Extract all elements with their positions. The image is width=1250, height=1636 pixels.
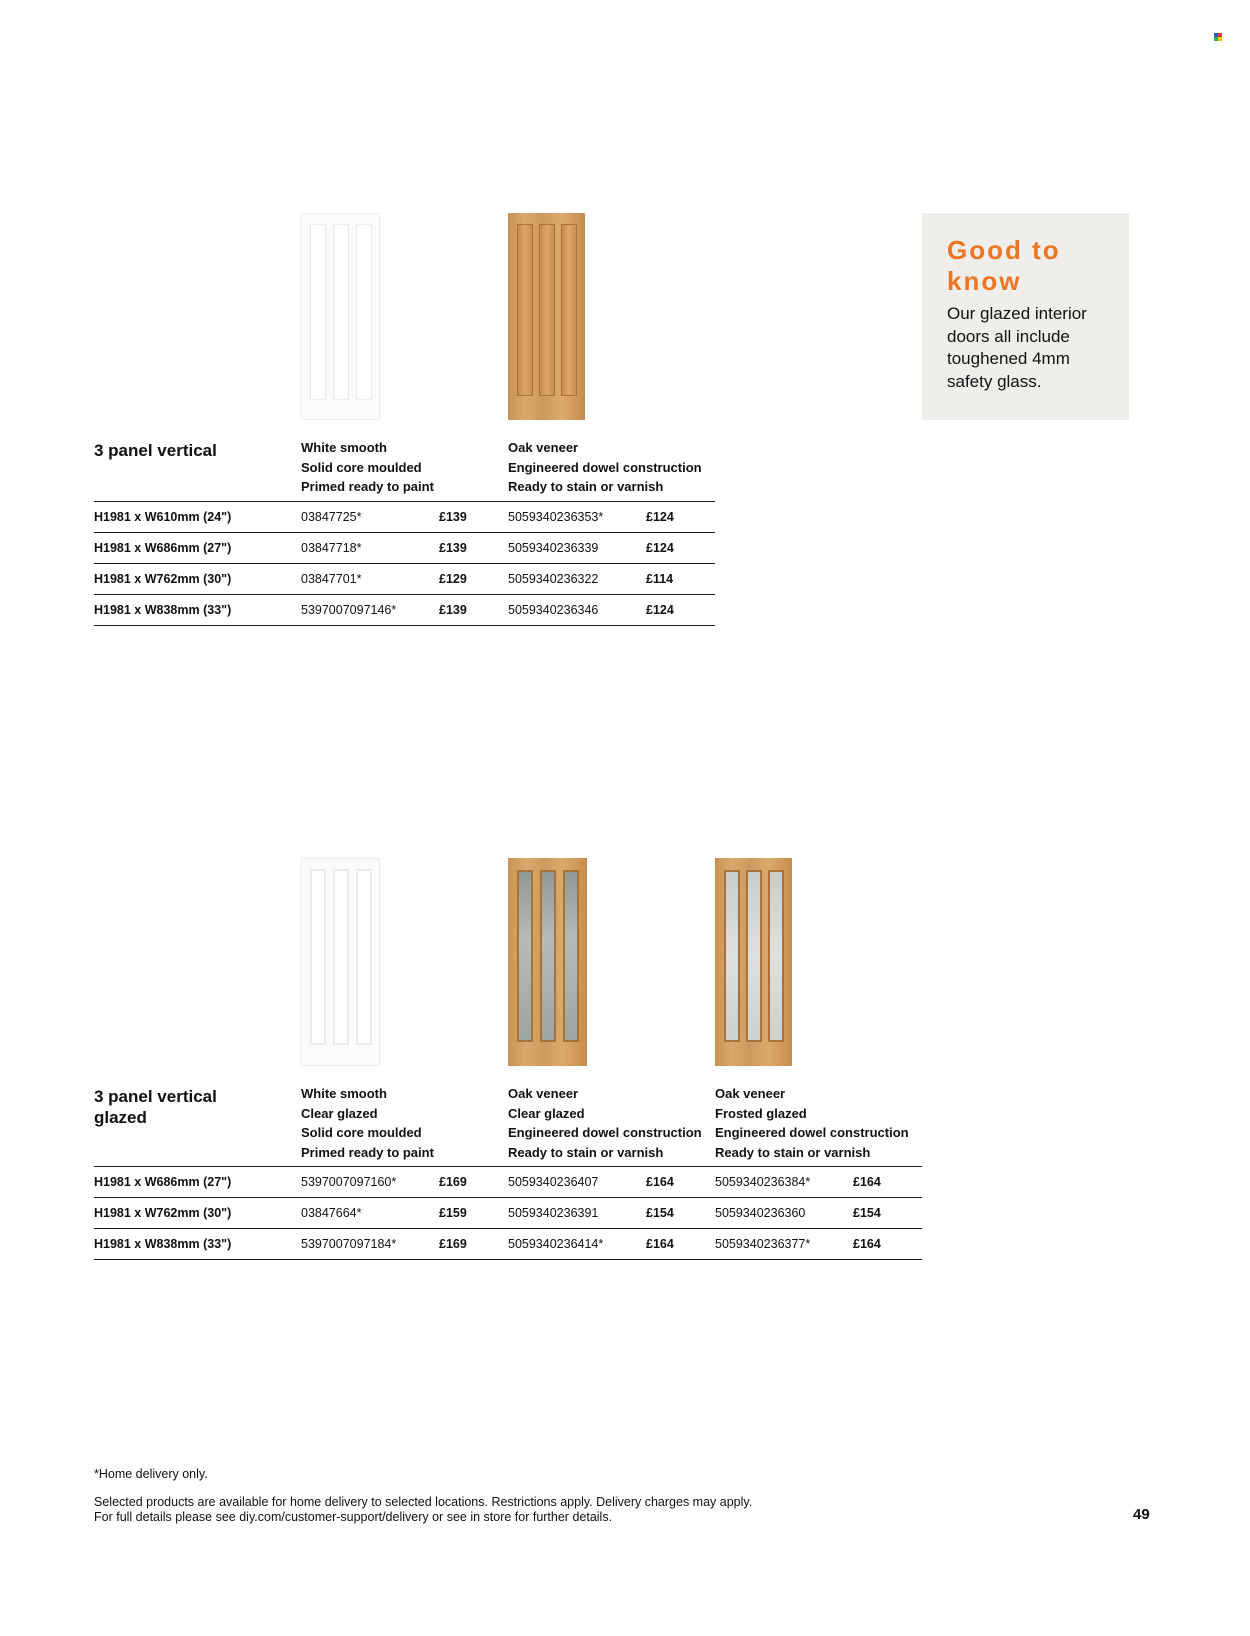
callout-title <box>947 235 1129 297</box>
callout-title-line: know <box>947 266 1022 296</box>
spec-line: Engineered dowel construction <box>508 1125 702 1140</box>
spec-line: Engineered dowel construction <box>508 459 702 475</box>
price: £164 <box>853 1237 881 1251</box>
size-cell: H1981 x W838mm (33") <box>94 1237 232 1251</box>
section-title: 3 panel vertical <box>94 441 217 460</box>
price: £164 <box>646 1175 674 1189</box>
product-code: 03847718* <box>301 541 362 555</box>
price: £154 <box>646 1206 674 1220</box>
spec-line: Engineered dowel construction <box>715 1125 909 1140</box>
table-row <box>94 564 715 595</box>
disclaimer-line: Selected products are available for home delivery to selected locations. Restrictions apply. Delivery charges may apply. <box>94 1495 753 1509</box>
oak-veneer-3-panel-door-image <box>508 213 585 420</box>
spec-line: Ready to stain or varnish <box>508 479 664 494</box>
callout-body: Our glazed interior doors all include toughened 4mm safety glass. <box>947 304 1087 391</box>
product-code: 5059340236377* <box>715 1237 811 1251</box>
white-smooth-3-panel-door-image <box>301 213 380 420</box>
price: £139 <box>439 541 467 555</box>
product-spec-list <box>508 1084 702 1162</box>
spec-line: White smooth <box>301 1086 387 1101</box>
oak-clear-glazed-door-image <box>508 858 587 1066</box>
product-spec-list <box>301 438 434 497</box>
product-spec-list <box>301 1084 434 1162</box>
oak-frosted-glazed-door-image <box>715 858 792 1066</box>
spec-line: Frosted glazed <box>715 1105 807 1121</box>
spec-line: Oak veneer <box>715 1086 786 1101</box>
price: £159 <box>439 1206 467 1220</box>
product-code: 5059340236339 <box>508 541 599 555</box>
spec-line: Primed ready to paint <box>301 1144 434 1160</box>
spec-line: Primed ready to paint <box>301 479 434 494</box>
spec-line: Ready to stain or varnish <box>508 1144 664 1160</box>
product-spec-list <box>715 1084 909 1162</box>
size-cell: H1981 x W686mm (27") <box>94 541 232 555</box>
table-row <box>94 595 715 626</box>
size-cell: H1981 x W610mm (24") <box>94 510 232 524</box>
table-row <box>94 533 715 564</box>
product-code: 5059340236384* <box>715 1175 811 1189</box>
disclaimer-line: For full details please see diy.com/customer-support/delivery or see in store for further details. <box>94 1509 613 1524</box>
price: £124 <box>646 603 674 617</box>
product-code: 5397007097146* <box>301 603 397 617</box>
spec-line: Oak veneer <box>508 440 579 455</box>
delivery-disclaimer <box>94 1495 752 1524</box>
price-table <box>94 1166 922 1262</box>
page-number: 49 <box>1133 1506 1150 1523</box>
product-code: 5059340236407 <box>508 1175 599 1189</box>
product-code: 5059340236353* <box>508 510 604 524</box>
price: £164 <box>853 1175 881 1189</box>
product-code: 5059340236391 <box>508 1206 599 1220</box>
spec-line: White smooth <box>301 440 387 455</box>
price: £139 <box>439 603 467 617</box>
section-title <box>94 1086 217 1128</box>
product-code: 5397007097160* <box>301 1175 397 1189</box>
section-title-line: 3 panel vertical <box>94 1087 217 1106</box>
section-title-line: glazed <box>94 1108 147 1127</box>
price: £114 <box>646 572 674 586</box>
spec-line: Oak veneer <box>508 1086 579 1101</box>
spec-line: Clear glazed <box>508 1105 585 1121</box>
product-code: 03847664* <box>301 1206 362 1220</box>
brand-mark-icon <box>1214 33 1222 41</box>
product-code: 5397007097184* <box>301 1237 397 1251</box>
price: £169 <box>439 1175 467 1189</box>
product-code: 5059340236322 <box>508 572 599 586</box>
price: £154 <box>853 1206 881 1220</box>
size-cell: H1981 x W686mm (27") <box>94 1175 232 1189</box>
table-row <box>94 1198 922 1229</box>
price-table <box>94 501 715 628</box>
table-row <box>94 1229 922 1260</box>
price: £124 <box>646 510 674 524</box>
price: £129 <box>439 572 467 586</box>
spec-line: Clear glazed <box>301 1105 378 1121</box>
size-cell: H1981 x W838mm (33") <box>94 603 232 617</box>
price: £139 <box>439 510 467 524</box>
price: £124 <box>646 541 674 555</box>
price: £169 <box>439 1237 467 1251</box>
callout-title-line: Good to <box>947 235 1061 265</box>
size-cell: H1981 x W762mm (30") <box>94 1206 232 1220</box>
table-row <box>94 502 715 533</box>
footnote: *Home delivery only. <box>94 1467 208 1481</box>
white-smooth-glazed-door-image <box>301 858 380 1066</box>
spec-line: Solid core moulded <box>301 459 422 475</box>
product-code: 5059340236360 <box>715 1206 806 1220</box>
product-code: 03847701* <box>301 572 362 586</box>
spec-line: Ready to stain or varnish <box>715 1144 871 1160</box>
table-row <box>94 1167 922 1198</box>
good-to-know-callout <box>922 213 1129 420</box>
product-code: 03847725* <box>301 510 362 524</box>
product-code: 5059340236414* <box>508 1237 604 1251</box>
product-spec-list <box>508 438 702 497</box>
size-cell: H1981 x W762mm (30") <box>94 572 232 586</box>
spec-line: Solid core moulded <box>301 1125 422 1140</box>
price: £164 <box>646 1237 674 1251</box>
product-code: 5059340236346 <box>508 603 599 617</box>
